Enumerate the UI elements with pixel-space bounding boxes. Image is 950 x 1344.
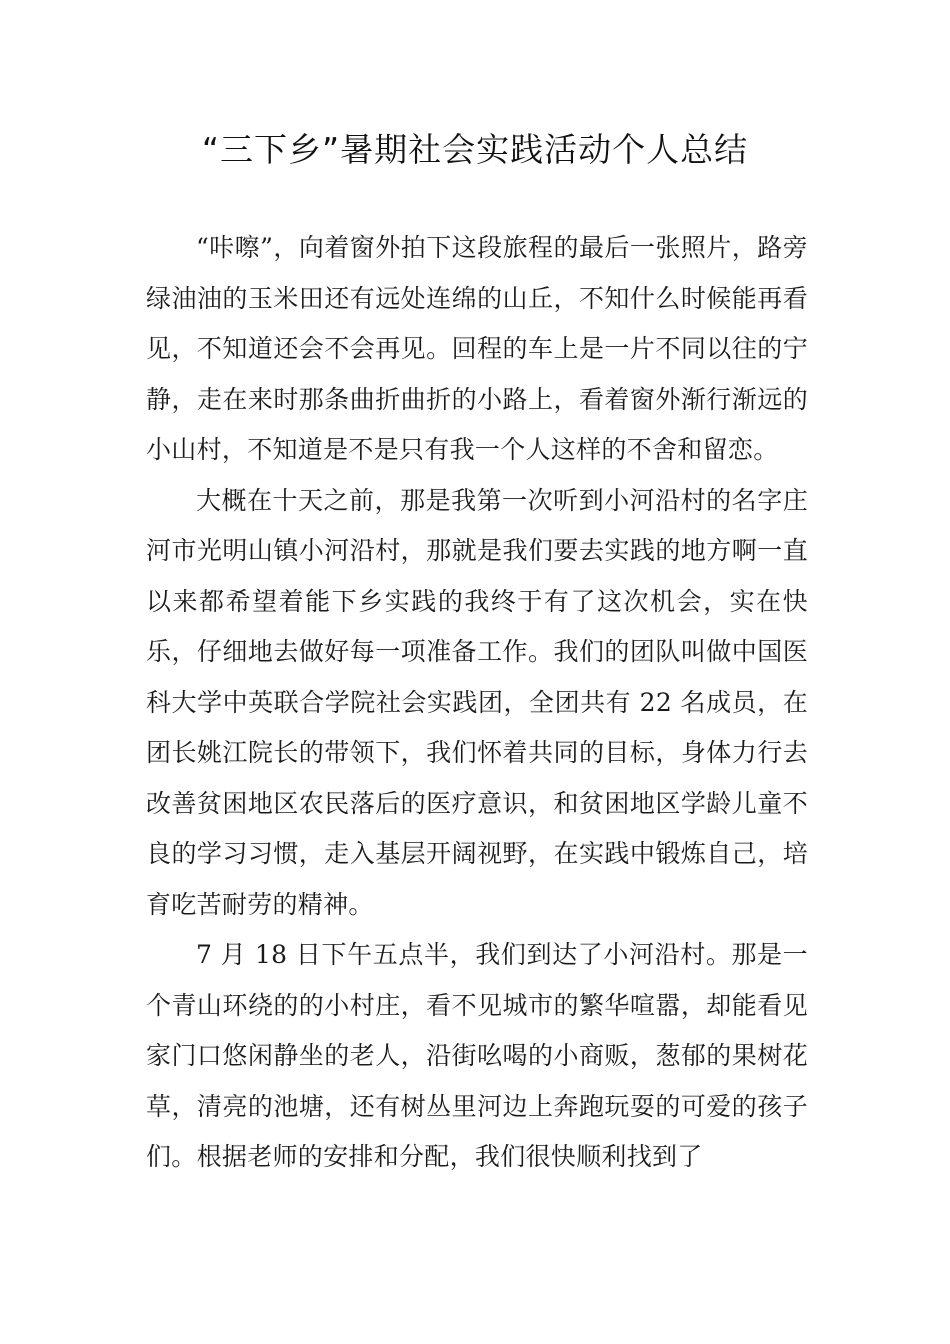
paragraph-1: “咔嚓”，向着窗外拍下这段旅程的最后一张照片，路旁绿油油的玉米田还有远处连绵的山丘，不知什么时候能再看见，不知道还会不会再见。回程的车上是一片不同以往的宁静，走在来时那条曲折曲折的小路上，看着窗外渐行渐远的小山村，不知道是不是只有我一个人这样的不舍和留恋。 [146, 233, 808, 464]
paragraph-3: 7 月 18 日下午五点半，我们到达了小河沿村。那是一个青山环绕的的小村庄，看不见城市的繁华喧嚣，却能看见家门口悠闲静坐的老人，沿街吆喝的小商贩，葱郁的果树花草，清亮的池塘，还有树丛里河边上奔跑玩耍的可爱的孩子们。根据老师的安排和分配，我们很快顺利找到了 [146, 940, 808, 1171]
paragraph-2: 大概在十天之前，那是我第一次听到小河沿村的名字庄河市光明山镇小河沿村，那就是我们要去实践的地方啊一直以来都希望着能下乡实践的我终于有了这次机会，实在快乐，仔细地去做好每一项准备工作。我们的团队叫做中国医科大学中英联合学院社会实践团，全团共有 22 名成员，在团长姚江院长的带领下，我们怀着共同的目标，身体力行去改善贫困地区农民落后的医疗意识，和贫困地区学龄儿童不良的学习习惯，走入基层开阔视野，在实践中锻炼自己，培育吃苦耐劳的精神。 [146, 485, 808, 919]
document-body [146, 223, 808, 1183]
document-title: “三下乡”暑期社会实践活动个人总结 [201, 130, 749, 169]
